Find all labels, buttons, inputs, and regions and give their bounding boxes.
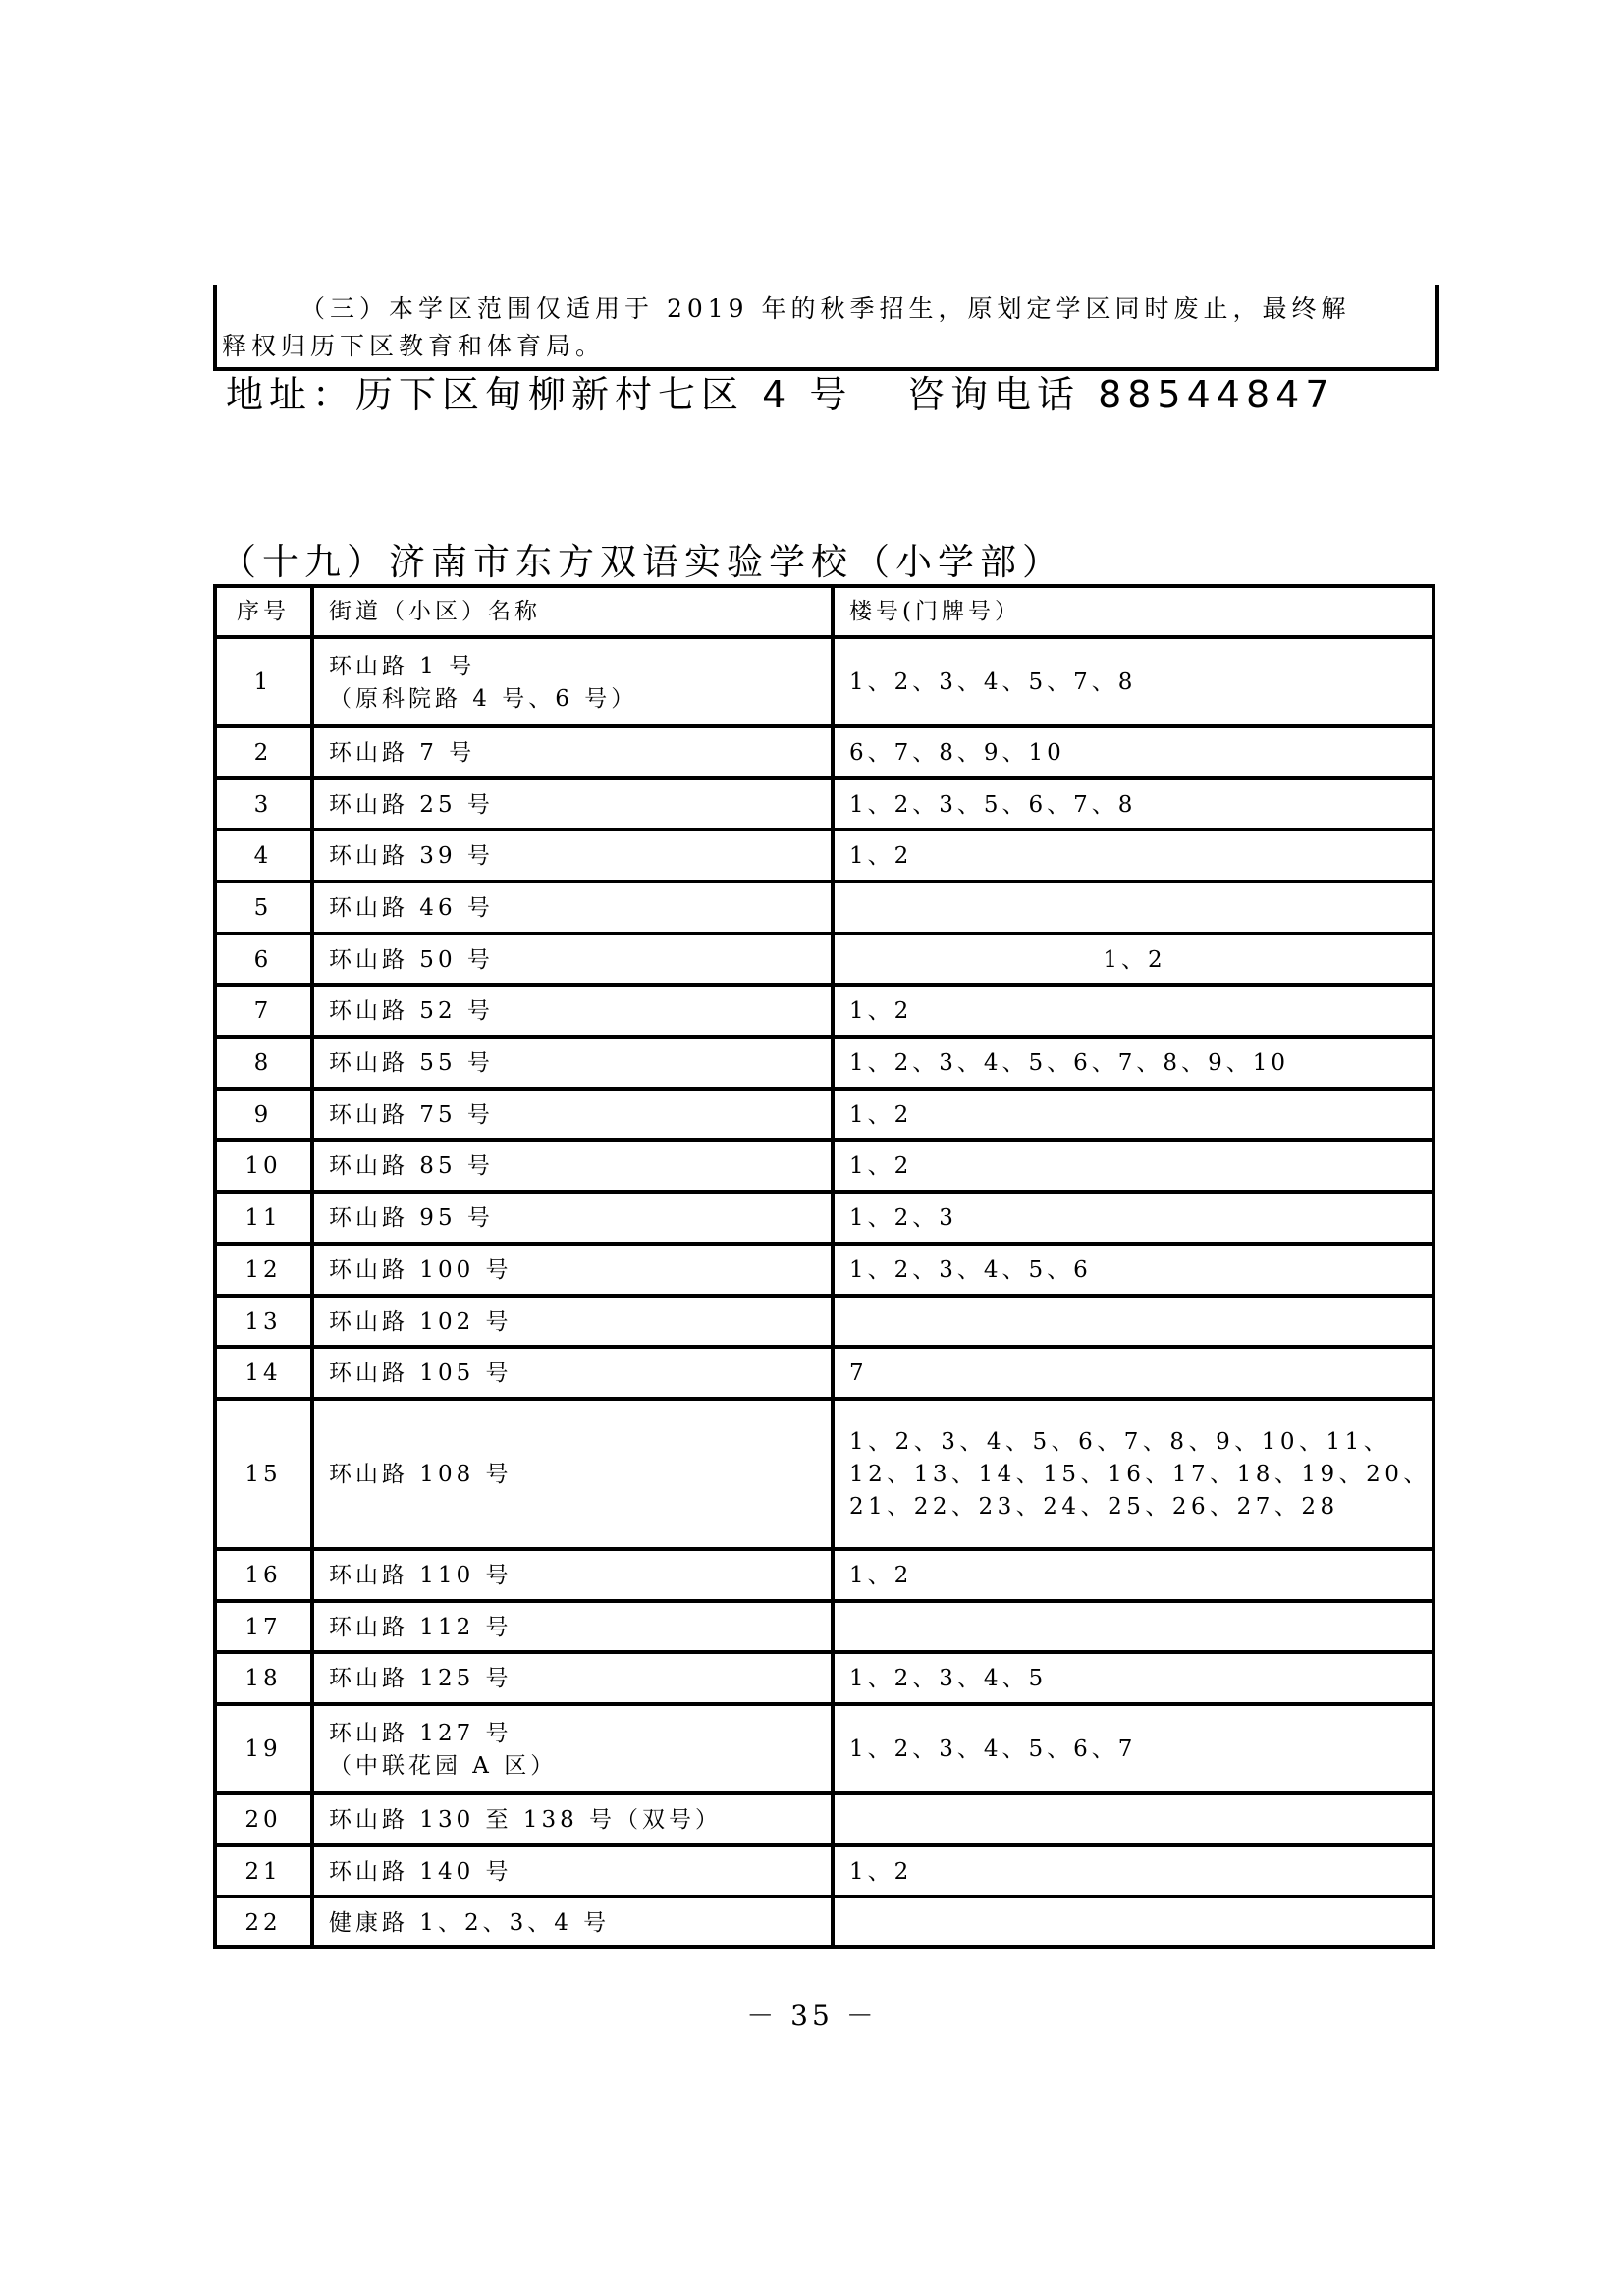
building-numbers-line: 1、2、3、4、5、7、8 xyxy=(849,669,1137,695)
row-number: 16 xyxy=(244,1563,282,1588)
street-name-line: 环山路 50 号 xyxy=(329,946,494,973)
header-number xyxy=(217,586,309,637)
street-name-cell xyxy=(315,1349,830,1399)
building-numbers-line: 21、22、23、24、25、26、27、28 xyxy=(849,1494,1339,1520)
building-numbers-cell xyxy=(836,1551,1434,1601)
street-name-cell xyxy=(315,1551,830,1601)
building-numbers-cell xyxy=(836,1706,1434,1793)
row-number-cell xyxy=(217,1142,309,1192)
street-name-line: 环山路 100 号 xyxy=(329,1257,513,1283)
street-name-line: 环山路 130 至 138 号（双号） xyxy=(329,1807,723,1833)
row-number-cell xyxy=(217,1847,309,1896)
building-numbers-cell xyxy=(836,1039,1434,1089)
building-numbers-cell xyxy=(836,1091,1434,1140)
row-number-cell xyxy=(217,987,309,1037)
building-numbers-cell xyxy=(836,1401,1434,1549)
row-number-cell xyxy=(217,1551,309,1601)
building-numbers-cell xyxy=(836,1298,1434,1347)
header-building-number xyxy=(836,586,1434,637)
building-numbers-cell xyxy=(836,1654,1434,1704)
building-numbers-cell xyxy=(836,639,1434,726)
address-text: 地址：历下区甸柳新村七区 4 号 xyxy=(226,373,853,416)
building-numbers-line: 1、2 xyxy=(849,1153,913,1179)
street-name-cell xyxy=(315,728,830,778)
row-number: 10 xyxy=(244,1153,282,1179)
street-name-cell xyxy=(315,1898,830,1949)
row-number: 4 xyxy=(253,843,273,869)
building-numbers-line: 7 xyxy=(849,1361,868,1386)
building-numbers-line: 1、2、3、4、5、6 xyxy=(849,1257,1092,1283)
row-number-cell xyxy=(217,1039,309,1089)
street-name-line: 环山路 46 号 xyxy=(329,895,494,921)
street-name-cell xyxy=(315,1654,830,1704)
row-number-cell xyxy=(217,1349,309,1399)
street-name-line: 环山路 95 号 xyxy=(329,1205,494,1231)
row-number: 3 xyxy=(253,791,273,818)
street-name-line: 环山路 39 号 xyxy=(329,843,494,869)
building-numbers-line: 1、2、3、4、5、6、7、8、9、10 xyxy=(849,1050,1289,1076)
building-numbers-line: 6、7、8、9、10 xyxy=(849,740,1065,766)
row-number: 9 xyxy=(253,1101,273,1128)
row-number-cell xyxy=(217,831,309,881)
building-numbers-cell xyxy=(836,935,1434,985)
building-numbers-cell xyxy=(836,1603,1434,1652)
building-numbers-line: 1、2 xyxy=(849,1563,913,1588)
street-name-line: 环山路 85 号 xyxy=(329,1153,494,1179)
row-number: 13 xyxy=(244,1308,282,1335)
notice-text-line-2: 释权归历下区教育和体育局。 xyxy=(222,332,606,360)
street-name-line: 健康路 1、2、3、4 号 xyxy=(329,1910,611,1936)
street-name-line: 环山路 55 号 xyxy=(329,1050,494,1076)
building-numbers-line: 1、2 xyxy=(849,1101,913,1128)
street-name-cell xyxy=(315,1194,830,1244)
phone-text: 咨询电话 88544847 xyxy=(907,373,1335,416)
building-numbers-cell xyxy=(836,780,1434,829)
row-number: 19 xyxy=(244,1736,282,1762)
section-title: （十九）济南市东方双语实验学校（小学部） xyxy=(220,541,1064,583)
row-number-cell xyxy=(217,728,309,778)
row-number: 11 xyxy=(244,1205,282,1231)
street-name-line: 环山路 52 号 xyxy=(329,998,494,1024)
row-number-cell xyxy=(217,935,309,985)
building-numbers-line: 1、2、3 xyxy=(849,1205,957,1231)
street-name-cell xyxy=(315,987,830,1037)
street-name-cell xyxy=(315,1603,830,1652)
building-numbers-cell xyxy=(836,1847,1434,1896)
row-number-cell xyxy=(217,1795,309,1845)
street-name-line: （中联花园 A 区） xyxy=(329,1752,558,1779)
row-number: 20 xyxy=(244,1807,282,1833)
street-name-cell xyxy=(315,1091,830,1140)
building-numbers-line: 1、2、3、4、5、6、7 xyxy=(849,1736,1137,1762)
row-number-cell xyxy=(217,1194,309,1244)
street-name-line: 环山路 140 号 xyxy=(329,1858,513,1885)
row-number-cell xyxy=(217,1706,309,1793)
street-name-line: 环山路 125 号 xyxy=(329,1666,513,1691)
row-number-cell xyxy=(217,1898,309,1949)
street-name-line: 环山路 110 号 xyxy=(329,1563,513,1588)
street-name-cell xyxy=(315,1401,830,1549)
row-number: 6 xyxy=(253,946,273,973)
building-numbers-line: 1、2 xyxy=(849,843,913,869)
page-number: － 35 － xyxy=(746,2000,878,2032)
row-number-cell xyxy=(217,1298,309,1347)
row-number: 17 xyxy=(244,1614,282,1640)
street-name-line: 环山路 1 号 xyxy=(329,653,476,679)
street-name-cell xyxy=(315,1706,830,1793)
building-numbers-line: 1、2、3、4、5 xyxy=(849,1666,1048,1691)
street-name-cell xyxy=(315,780,830,829)
building-numbers-line: 1、2 xyxy=(849,998,913,1024)
header-label: 街道（小区）名称 xyxy=(329,598,541,624)
street-name-line: 环山路 75 号 xyxy=(329,1101,494,1128)
header-street-name xyxy=(315,586,830,637)
street-name-cell xyxy=(315,1847,830,1896)
street-name-cell xyxy=(315,1039,830,1089)
street-name-line: 环山路 7 号 xyxy=(329,740,476,766)
school-district-table xyxy=(213,584,1435,1949)
building-numbers-cell xyxy=(836,987,1434,1037)
street-name-line: 环山路 112 号 xyxy=(329,1614,513,1640)
row-number-cell xyxy=(217,1246,309,1296)
column-divider xyxy=(310,584,314,1949)
building-numbers-line: 1、2 xyxy=(1103,946,1166,973)
row-number: 22 xyxy=(244,1910,282,1936)
street-name-line: 环山路 108 号 xyxy=(329,1462,513,1487)
notice-text-line-1: （三）本学区范围仅适用于 2019 年的秋季招生，原划定学区同时废止，最终解 xyxy=(300,294,1351,323)
building-numbers-cell xyxy=(836,1246,1434,1296)
building-numbers-line: 1、2、3、5、6、7、8 xyxy=(849,791,1137,818)
street-name-line: （原科院路 4 号、6 号） xyxy=(329,685,638,712)
row-number: 2 xyxy=(253,740,273,766)
building-numbers-cell xyxy=(836,1194,1434,1244)
row-number: 1 xyxy=(253,669,273,695)
street-name-cell xyxy=(315,1246,830,1296)
street-name-cell xyxy=(315,1795,830,1845)
building-numbers-line: 1、2 xyxy=(849,1858,913,1885)
row-number-cell xyxy=(217,639,309,726)
header-label: 序号 xyxy=(237,598,290,624)
row-number-cell xyxy=(217,1091,309,1140)
row-number: 15 xyxy=(244,1462,282,1487)
row-number-cell xyxy=(217,883,309,934)
building-numbers-cell xyxy=(836,1898,1434,1949)
column-divider xyxy=(831,584,835,1949)
row-number: 14 xyxy=(244,1361,282,1386)
address-line xyxy=(226,369,1335,420)
row-number-cell xyxy=(217,780,309,829)
building-numbers-cell xyxy=(836,883,1434,934)
street-name-line: 环山路 127 号 xyxy=(329,1720,513,1746)
row-number: 21 xyxy=(244,1858,282,1885)
row-number-cell xyxy=(217,1654,309,1704)
street-name-cell xyxy=(315,883,830,934)
building-numbers-line: 1、2、3、4、5、6、7、8、9、10、11、 xyxy=(849,1429,1391,1455)
building-numbers-cell xyxy=(836,728,1434,778)
street-name-line: 环山路 102 号 xyxy=(329,1308,513,1335)
row-number: 12 xyxy=(244,1257,282,1283)
street-name-cell xyxy=(315,1298,830,1347)
street-name-cell xyxy=(315,935,830,985)
street-name-line: 环山路 105 号 xyxy=(329,1361,513,1386)
building-numbers-cell xyxy=(836,1142,1434,1192)
row-number-cell xyxy=(217,1401,309,1549)
row-number: 5 xyxy=(253,895,273,921)
row-number: 7 xyxy=(253,998,273,1024)
header-label: 楼号(门牌号） xyxy=(849,598,1021,624)
street-name-cell xyxy=(315,1142,830,1192)
street-name-cell xyxy=(315,639,830,726)
building-numbers-line: 12、13、14、15、16、17、18、19、20、 xyxy=(849,1462,1431,1487)
row-number-cell xyxy=(217,1603,309,1652)
building-numbers-cell xyxy=(836,1349,1434,1399)
row-number: 8 xyxy=(253,1050,273,1076)
street-name-line: 环山路 25 号 xyxy=(329,791,494,818)
street-name-cell xyxy=(315,831,830,881)
building-numbers-cell xyxy=(836,831,1434,881)
row-number: 18 xyxy=(244,1666,282,1691)
building-numbers-cell xyxy=(836,1795,1434,1845)
